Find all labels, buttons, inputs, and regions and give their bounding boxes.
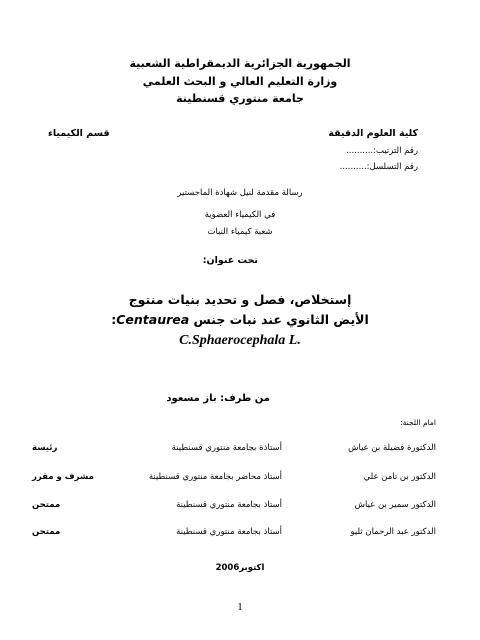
thesis-branch: شعبة كيمياء النبات	[207, 227, 273, 237]
republic-heading: الجمهورية الجزائرية الديمقراطية الشعبية	[129, 57, 351, 70]
thesis-speciality: في الكيمياء العضوية	[204, 210, 276, 220]
thesis-type: رسالة مقدمة لنيل شهادة الماجستير	[177, 188, 303, 198]
committee-member-position: أستاذ بجامعة منتوري قسنطينة	[176, 527, 282, 537]
serial-field: رقم التسلسل:..........	[339, 162, 418, 172]
committee-member-name: الدكتور بن تامن علي	[363, 472, 436, 482]
committee-label: امام اللجنة:	[400, 418, 436, 427]
title-genus-latin: Centaurea	[116, 312, 190, 327]
title-line-2-arabic: الأيض الثانوي عند نبات جنس	[193, 312, 369, 327]
committee-member-role: رئيسة	[32, 443, 58, 453]
faculty-name: كلية العلوم الدقيقة	[328, 128, 418, 139]
committee-member-name: الدكتور عبد الرحمان ثليو	[350, 527, 436, 537]
author-line: من طرف: باز مسعود	[166, 393, 270, 404]
committee-member-name: الدكتورة فضيلة بن عياش	[348, 443, 436, 453]
rank-field: رقم الترتيب:..........	[346, 146, 418, 156]
committee-member-name: الدكتور سمير بن عياش	[354, 500, 436, 510]
page-number: 1	[237, 601, 243, 613]
title-label: تحت عنوان:	[202, 255, 258, 266]
ministry-heading: وزارة التعليم العالي و البحث العلمي	[142, 75, 338, 88]
title-species-latin	[0, 333, 480, 349]
title-line-1: إستخلاص، فصل و تحديد بنيات منتوج	[128, 292, 352, 307]
species-name: C.Sphaerocephala L.	[179, 333, 301, 348]
committee-member-role: مشرف و مقرر	[32, 472, 94, 482]
title-line-2	[0, 312, 480, 327]
committee-member-role: ممتحن	[32, 527, 61, 537]
committee-member-role: ممتحن	[32, 500, 61, 510]
committee-member-position: أستاذ بجامعة منتوري قسنطينة	[176, 500, 282, 510]
university-heading: جامعة منتوري قسنطينة	[176, 92, 304, 105]
title-colon: :	[111, 312, 117, 327]
department-name: قسم الكيمياء	[48, 128, 110, 139]
committee-member-position: أستاذ محاضر بجامعة منتوري قسنطينة	[148, 472, 282, 482]
committee-member-position: أستاذة بجامعة منتوري قسنطينة	[171, 443, 282, 453]
submission-date: اكتوبر2006	[215, 563, 265, 573]
